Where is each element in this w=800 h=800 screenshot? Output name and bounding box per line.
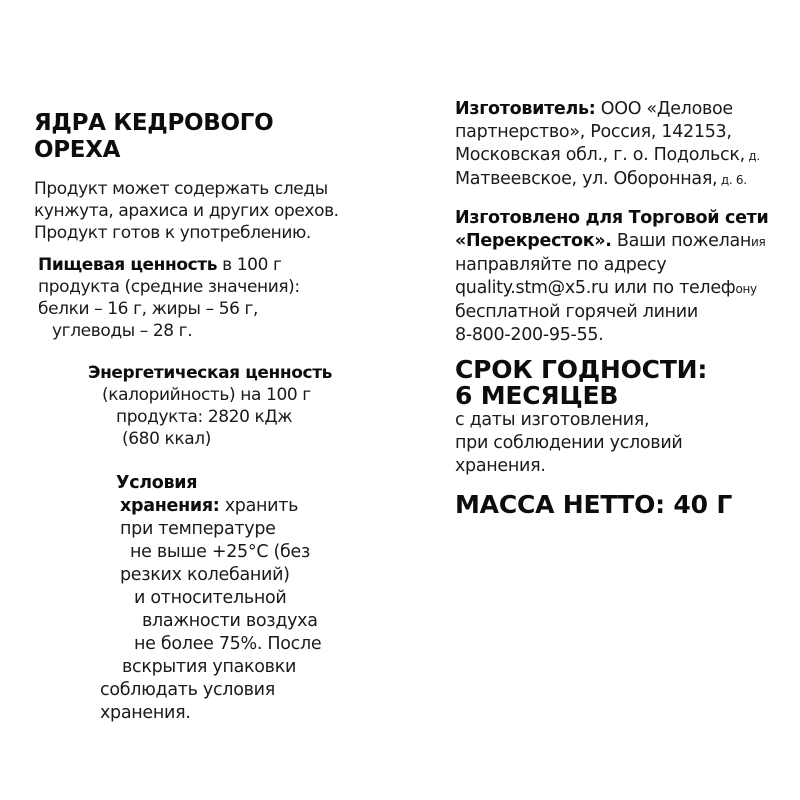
manufacturer-info — [455, 98, 760, 192]
net-weight: МАССА НЕТТО: 40 Г — [455, 490, 733, 519]
shelf-life-heading: СРОК ГОДНОСТИ: — [455, 355, 708, 384]
manufacturer-line: ООО «Деловое — [595, 99, 733, 119]
allergen-line: Продукт может содержать следы — [34, 179, 328, 199]
nutrition-line: белки – 16 г, жиры – 56 г, — [38, 299, 259, 319]
storage-line: соблюдать условия — [100, 680, 275, 700]
manufacturer-line: партнерство», Россия, 142153, — [455, 122, 732, 142]
manufacturer-label: Изготовитель: — [455, 99, 596, 119]
storage-line: хранения. — [100, 703, 191, 723]
storage-line: влажности воздуха — [142, 611, 318, 631]
contact-email-line: quality.stm@x5.ru или по телеф — [455, 278, 736, 298]
made-for-line: направляйте по адресу — [455, 255, 667, 275]
product-title-line2: ОРЕХА — [34, 137, 121, 163]
shelf-life-line: хранения. — [455, 456, 546, 476]
made-for-info — [455, 207, 768, 347]
storage-line: не более 75%. После — [134, 634, 322, 654]
energy-label: Энергетическая ценность — [88, 363, 332, 383]
nutrition-facts — [38, 254, 300, 342]
storage-line: и относительной — [134, 588, 287, 608]
storage-label: Условия — [116, 473, 198, 493]
made-for-line: Ваши пожелан — [611, 231, 752, 251]
shelf-life-duration: 6 МЕСЯЦЕВ — [455, 381, 619, 410]
nutrition-line: углеводы – 28 г. — [52, 321, 193, 341]
product-title — [34, 110, 273, 164]
storage-label: хранения: — [120, 496, 220, 516]
shelf-life-line: с даты изготовления, — [455, 410, 650, 430]
manufacturer-line-tail: д. 6. — [717, 173, 747, 187]
storage-conditions — [100, 472, 321, 725]
energy-line: (калорийность) на 100 г — [102, 385, 311, 405]
manufacturer-line: Московская обл., г. о. Подольск, — [455, 145, 745, 165]
allergen-line: кунжута, арахиса и других орехов. — [34, 201, 339, 221]
made-for-line-tail: ия — [751, 235, 766, 249]
shelf-life — [455, 357, 707, 478]
storage-line: вскрытия упаковки — [122, 657, 297, 677]
storage-line: при температуре — [120, 519, 276, 539]
energy-line: (680 ккал) — [122, 429, 211, 449]
manufacturer-line-tail: д. — [744, 149, 760, 163]
nutrition-line: в 100 г — [217, 255, 282, 275]
retailer-name: «Перекресток». — [455, 231, 612, 251]
allergen-line: Продукт готов к употреблению. — [34, 223, 311, 243]
hotline-phone: 8-800-200-95-55. — [455, 325, 604, 345]
storage-line: не выше +25°С (без — [130, 542, 310, 562]
storage-line: резких колебаний) — [120, 565, 290, 585]
manufacturer-line: Матвеевское, ул. Оборонная, — [455, 169, 718, 189]
energy-line: продукта: 2820 кДж — [116, 407, 293, 427]
product-title-line1: ЯДРА КЕДРОВОГО — [34, 110, 274, 136]
nutrition-label: Пищевая ценность — [38, 255, 218, 275]
shelf-life-line: при соблюдении условий — [455, 433, 683, 453]
energy-value — [88, 362, 332, 450]
allergen-notice — [34, 178, 339, 244]
nutrition-line: продукта (средние значения): — [38, 277, 300, 297]
made-for-line: бесплатной горячей линии — [455, 302, 698, 322]
made-for-label: Изготовлено для Торговой сети — [455, 208, 769, 228]
storage-line: хранить — [219, 496, 299, 516]
made-for-line-tail: ону — [735, 282, 757, 296]
